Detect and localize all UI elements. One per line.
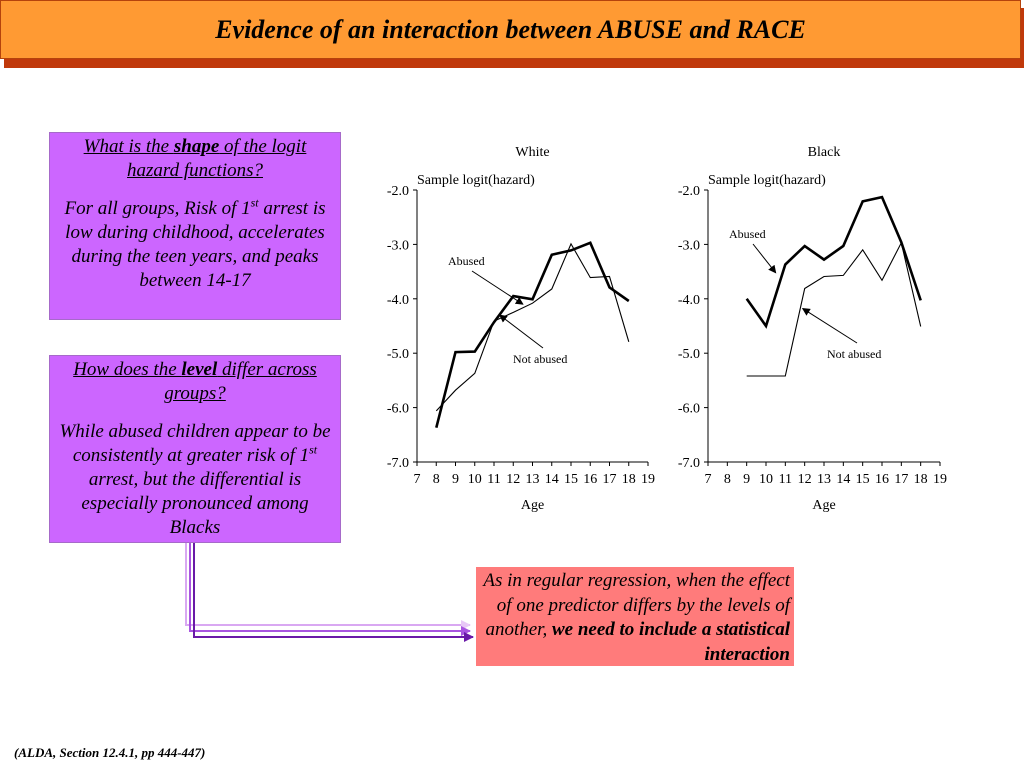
x-tick-label: 11 — [778, 472, 793, 487]
annotation-arrow — [803, 309, 857, 343]
annotation-label: Not abused — [513, 352, 568, 366]
x-tick-label: 9 — [743, 472, 751, 487]
shape-question: What is the shape of the logit hazard functions? — [83, 136, 307, 181]
x-tick-label: 19 — [641, 472, 655, 487]
y-tick-label: -2.0 — [386, 184, 409, 199]
interaction-note-bold: we need to include a statistical interaction — [551, 619, 790, 665]
chart-title: Black — [807, 145, 841, 160]
x-tick-label: 7 — [413, 472, 421, 487]
x-tick-label: 19 — [933, 472, 947, 487]
interaction-note-box — [476, 567, 794, 666]
y-tick-label: -3.0 — [386, 238, 409, 254]
connector-arrow-dark — [194, 543, 473, 637]
x-tick-label: 11 — [487, 472, 501, 487]
series-line-abused — [747, 197, 921, 326]
x-tick-label: 15 — [564, 472, 578, 487]
annotation-arrow — [500, 315, 543, 348]
y-tick-label: -7.0 — [677, 456, 700, 471]
x-tick-label: 8 — [723, 472, 731, 487]
x-axis-label: Age — [812, 498, 836, 513]
x-tick-label: 10 — [759, 472, 773, 487]
connector-arrow-mid — [190, 543, 470, 631]
chart-title: White — [515, 145, 550, 160]
series-line-abused — [436, 243, 629, 428]
x-tick-label: 8 — [432, 472, 440, 487]
citation: (ALDA, Section 12.4.1, pp 444-447) — [14, 745, 206, 760]
x-tick-label: 12 — [797, 472, 812, 487]
interaction-note-text: As in regular regression, when the effect of one predictor differs by the levels of another, — [483, 570, 790, 640]
annotation-label: Abused — [729, 227, 766, 241]
x-tick-label: 16 — [583, 472, 598, 487]
x-tick-label: 14 — [836, 472, 851, 487]
y-tick-label: -3.0 — [677, 238, 700, 254]
y-tick-label: -2.0 — [677, 184, 700, 199]
chart-white — [387, 145, 655, 513]
series-line-not-abused — [436, 244, 629, 411]
connector-arrow-light — [186, 543, 470, 625]
annotation-label: Not abused — [827, 347, 882, 361]
y-tick-label: -5.0 — [386, 347, 409, 363]
x-tick-label: 14 — [544, 472, 559, 487]
annotation-arrow — [753, 244, 776, 273]
y-tick-label: -5.0 — [677, 347, 700, 363]
y-axis-label: Sample logit(hazard) — [417, 173, 535, 188]
shape-answer: For all groups, Risk of 1st arrest is low during childhood, accelerates during the teen years, and peaks between 14-17 — [64, 195, 326, 291]
y-axis-label: Sample logit(hazard) — [708, 173, 826, 188]
x-tick-label: 10 — [467, 472, 482, 487]
y-tick-label: -6.0 — [386, 401, 409, 417]
level-answer: While abused children appear to be consistently at greater risk of 1st arrest, but the differential is especially pronounced among Blacks — [59, 421, 331, 538]
x-tick-label: 9 — [452, 472, 459, 487]
level-question: How does the level differ across groups? — [73, 359, 317, 404]
x-tick-label: 18 — [621, 472, 636, 487]
x-tick-label: 16 — [875, 472, 889, 487]
x-tick-label: 18 — [913, 472, 928, 487]
x-tick-label: 15 — [855, 472, 870, 487]
y-tick-label: -4.0 — [677, 292, 700, 308]
x-axis-label: Age — [520, 498, 545, 513]
x-tick-label: 12 — [506, 472, 521, 487]
x-tick-label: 17 — [894, 472, 909, 487]
x-tick-label: 17 — [602, 472, 617, 487]
annotation-label: Abused — [448, 254, 485, 268]
y-tick-label: -4.0 — [386, 292, 409, 308]
x-tick-label: 13 — [817, 472, 831, 487]
x-tick-label: 13 — [525, 472, 540, 487]
y-tick-label: -7.0 — [386, 456, 409, 471]
annotation-arrow — [472, 271, 523, 304]
x-tick-label: 7 — [704, 472, 712, 487]
y-tick-label: -6.0 — [677, 401, 700, 417]
slide-title: Evidence of an interaction between ABUSE and RACE — [215, 14, 806, 44]
chart-black — [678, 145, 947, 513]
